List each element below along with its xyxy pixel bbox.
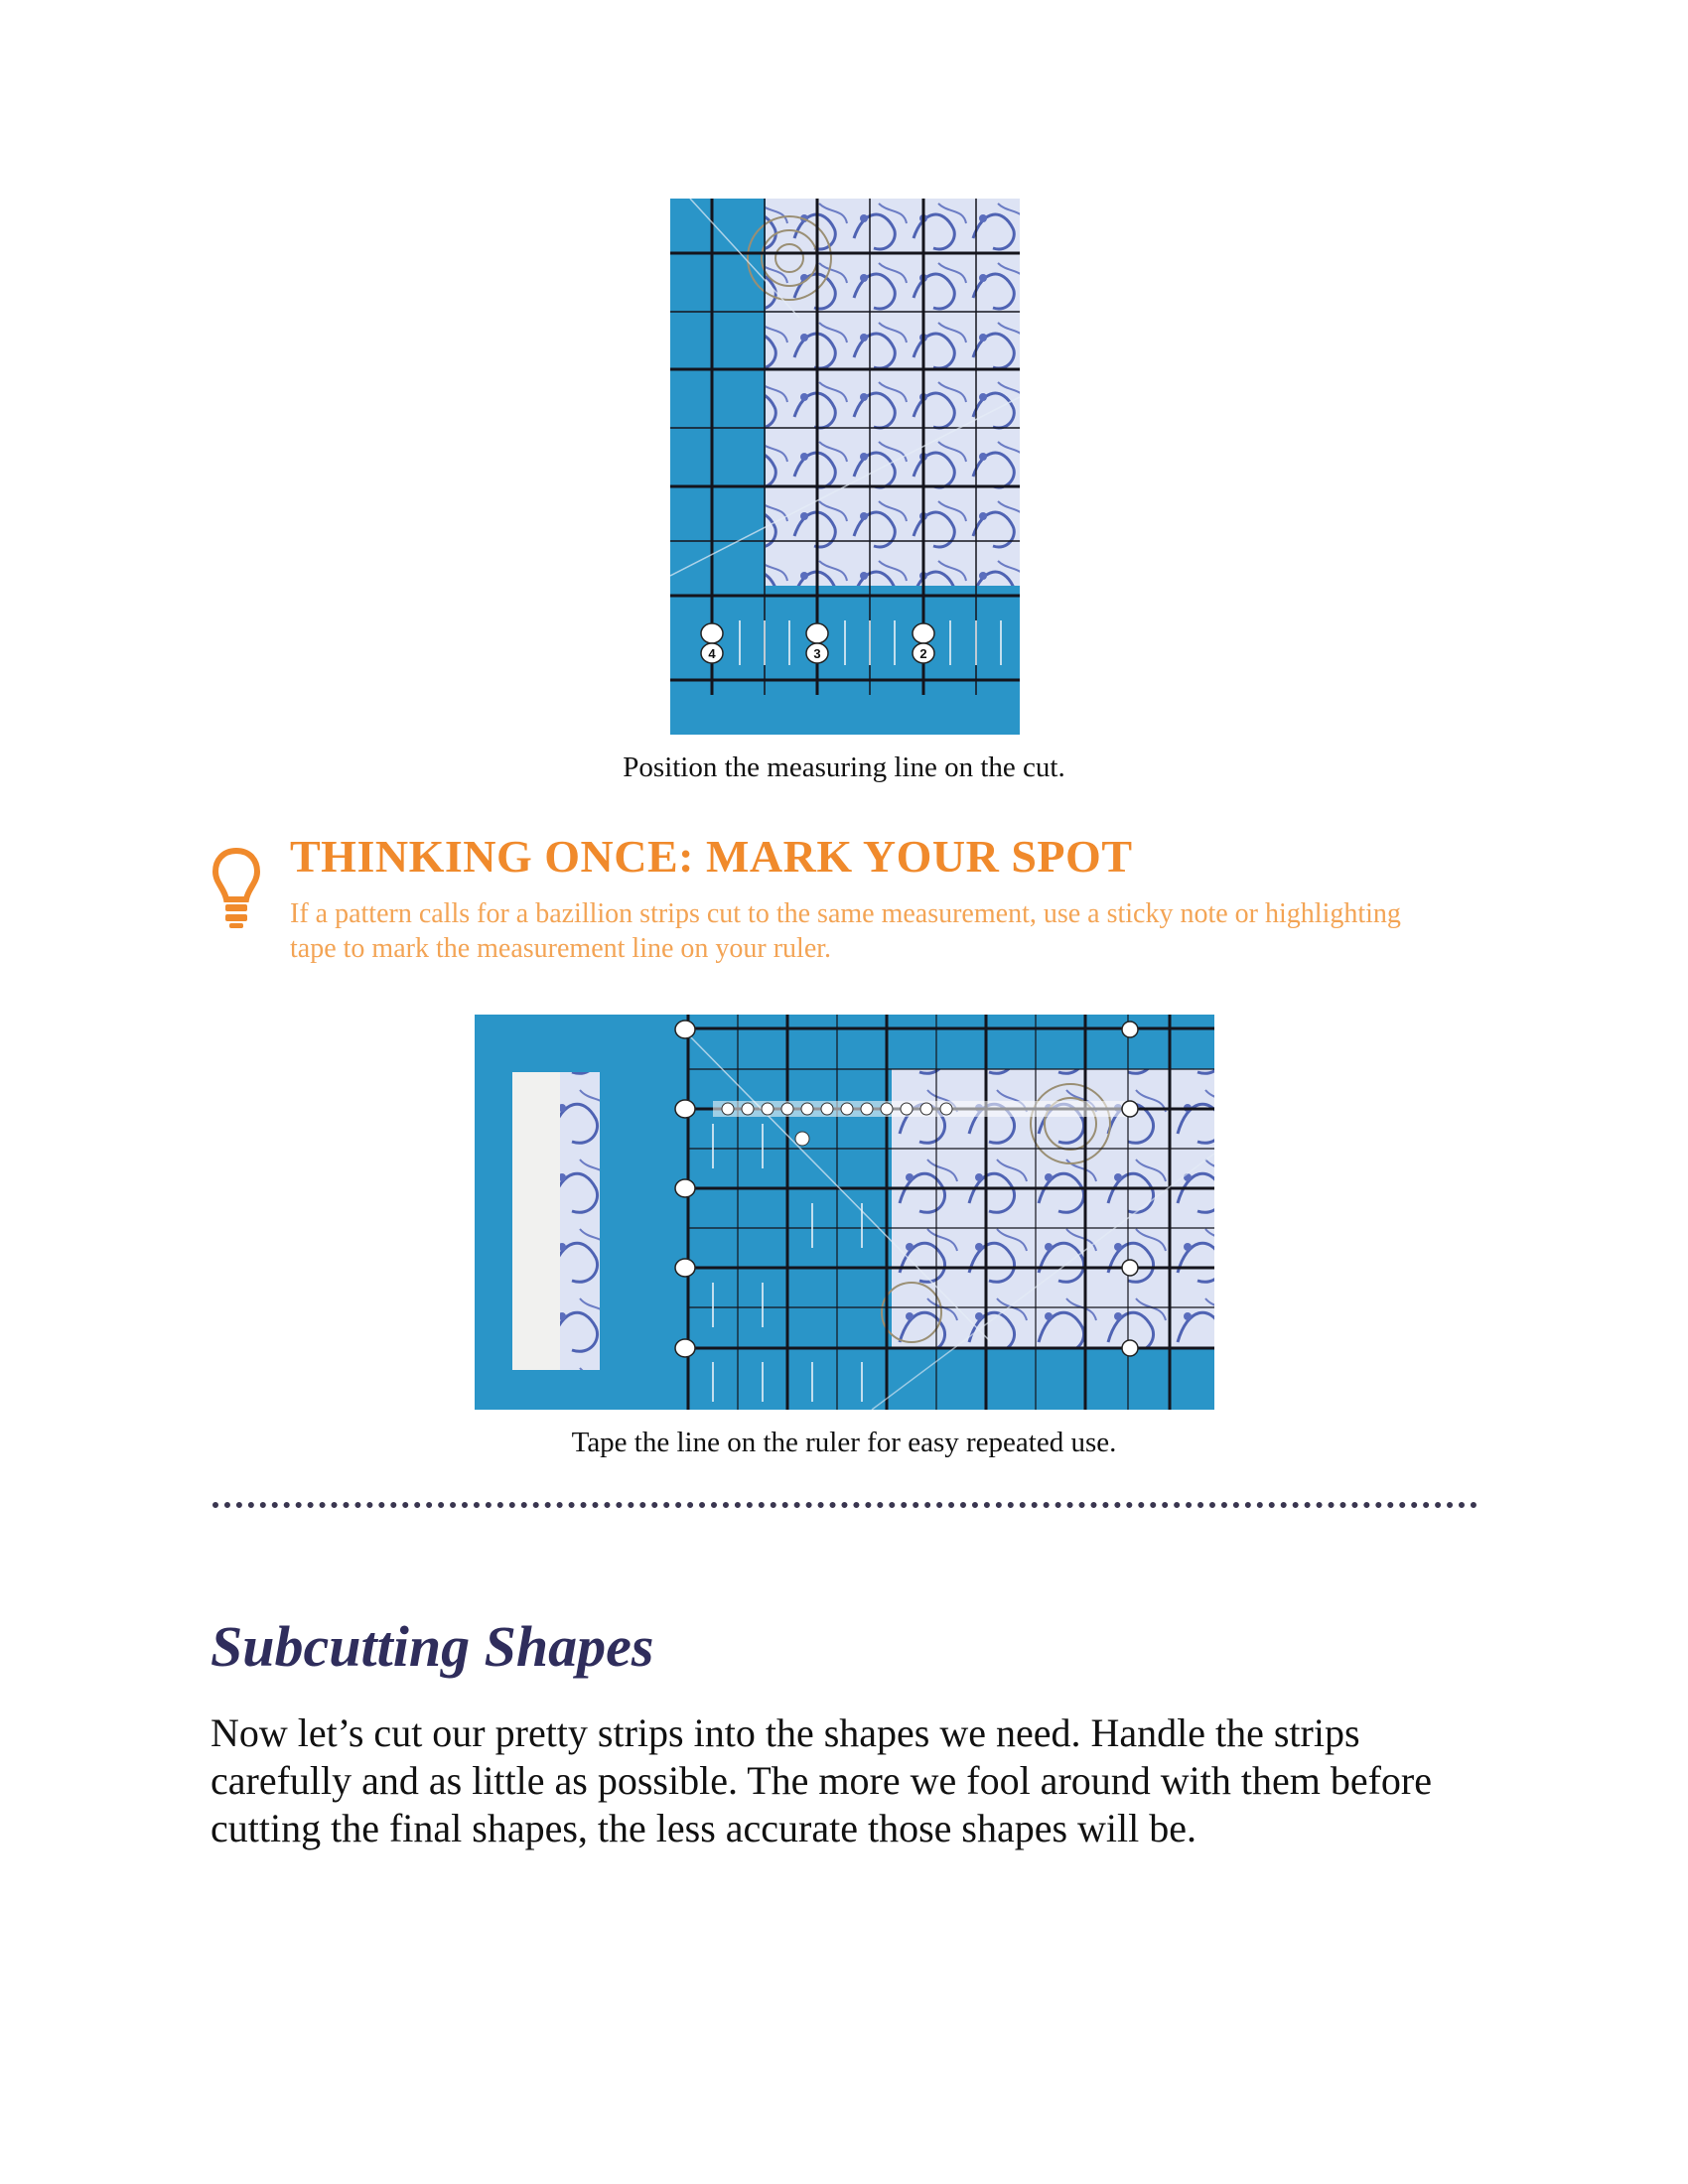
ruler-number-2: 2 — [919, 646, 927, 661]
section-body: Now let’s cut our pretty strips into the shapes we need. Handle the strips carefully and as little as possible. The more we fool around with them before cutting the final shapes, the less accurate those shapes will be. — [211, 1710, 1432, 1850]
tip-title: THINKING ONCE: MARK YOUR SPOT — [290, 831, 1133, 882]
figure-caption: Position the measuring line on the cut. — [623, 751, 1065, 783]
section-heading: Subcutting Shapes — [211, 1614, 654, 1679]
ruler-number-4: 4 — [708, 646, 716, 661]
ruler-photo-measuring-line — [670, 199, 1020, 735]
ruler-photo-taped-line — [475, 1015, 1214, 1410]
tip-body: If a pattern calls for a bazillion strips cut to the same measurement, use a sticky note or highlighting tape to mark the measurement line on your ruler. — [290, 898, 1401, 964]
ruler-number-3: 3 — [813, 646, 821, 661]
figure-caption: Tape the line on the ruler for easy repeated use. — [571, 1427, 1117, 1458]
section-divider — [212, 1502, 1477, 1508]
lightbulb-icon — [212, 848, 260, 929]
